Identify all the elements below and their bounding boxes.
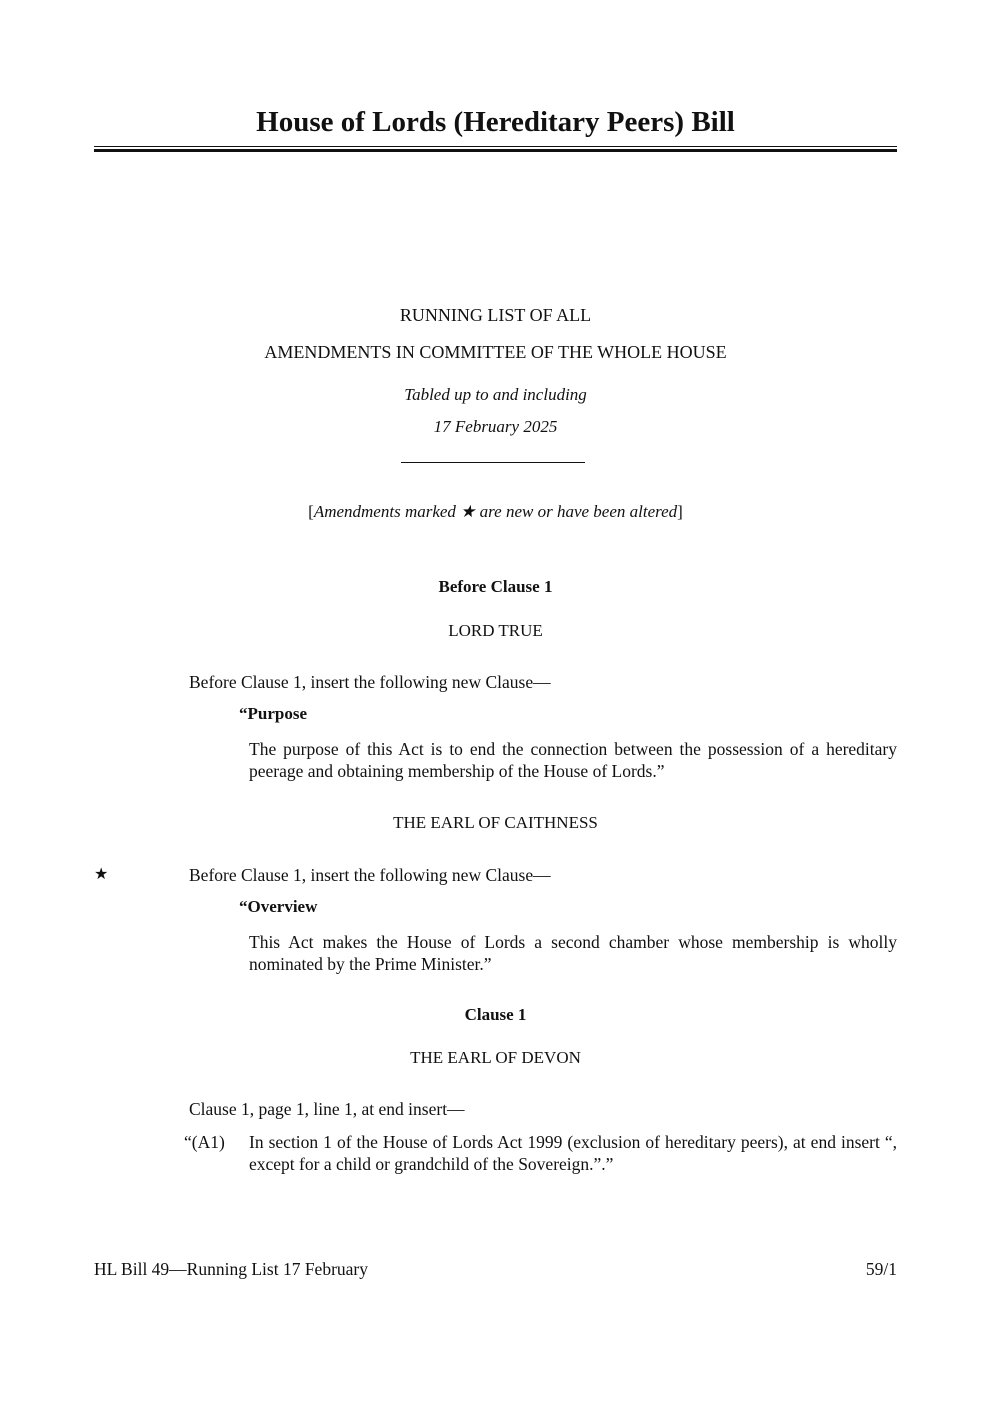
cover-line-1: RUNNING LIST OF ALL bbox=[399, 305, 592, 325]
footer-page-number: 59/1 bbox=[865, 1259, 897, 1279]
document-title: House of Lords (Hereditary Peers) Bill bbox=[256, 106, 735, 138]
member-name: THE EARL OF CAITHNESS bbox=[393, 813, 598, 832]
star-icon: ★ bbox=[94, 864, 109, 883]
new-clause-text: The purpose of this Act is to end the connection between the possession of a hereditary peerage and obtaining membership of the House of Lords.” bbox=[249, 739, 897, 781]
tabled-label: Tabled up to and including bbox=[404, 385, 587, 404]
amendment-instruction: Before Clause 1, insert the following new Clause— bbox=[189, 672, 551, 692]
new-clause-text: This Act makes the House of Lords a second chamber whose membership is wholly nominated by the Prime Minister.” bbox=[249, 932, 897, 974]
star-note: [Amendments marked ★ are new or have been altered] bbox=[308, 502, 683, 521]
member-name: LORD TRUE bbox=[448, 621, 543, 640]
cover-line-2: AMENDMENTS IN COMMITTEE OF THE WHOLE HOUSE bbox=[264, 342, 727, 362]
new-clause-title: “Overview bbox=[239, 897, 318, 916]
star-note-text: Amendments marked ★ are new or have been altered bbox=[313, 502, 678, 521]
tabled-date: 17 February 2025 bbox=[433, 417, 558, 436]
amendment-instruction: Clause 1, page 1, line 1, at end insert— bbox=[189, 1099, 465, 1119]
member-name: THE EARL OF DEVON bbox=[410, 1048, 581, 1067]
subsection-label: “(A1) bbox=[184, 1132, 225, 1152]
section-heading: Before Clause 1 bbox=[438, 577, 553, 596]
title-rule-thick bbox=[94, 149, 897, 152]
new-clause-title: “Purpose bbox=[239, 704, 307, 723]
subsection-text: In section 1 of the House of Lords Act 1999 (exclusion of hereditary peers), at end insert “, except for a child or grandchild of the Sovereign.”.” bbox=[249, 1132, 897, 1174]
amendment-instruction: Before Clause 1, insert the following new Clause— bbox=[189, 865, 551, 885]
footer-bill-ref: HL Bill 49—Running List 17 February bbox=[94, 1259, 368, 1279]
title-rule-thin bbox=[94, 146, 897, 147]
section-heading: Clause 1 bbox=[464, 1005, 527, 1024]
separator-rule bbox=[401, 462, 585, 463]
